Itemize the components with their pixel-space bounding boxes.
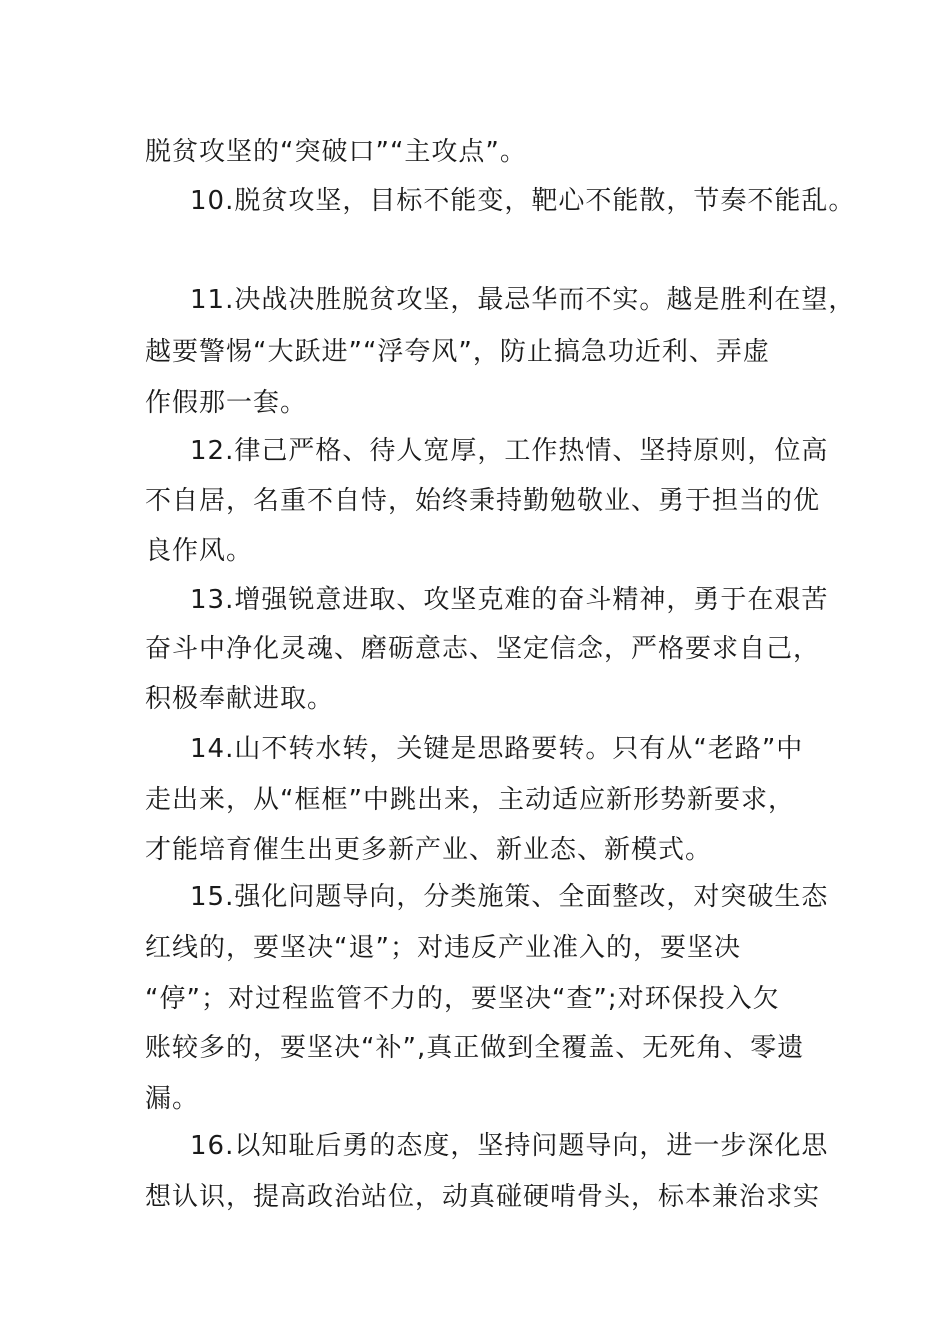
text-line: 作假那一套。	[145, 388, 308, 418]
text-line: 积极奉献进取。	[145, 684, 335, 714]
text-line: 账较多的，要坚决“补”,真正做到全覆盖、无死角、零遗	[145, 1033, 805, 1063]
text-line: 良作风。	[145, 536, 254, 566]
text-line: 奋斗中净化灵魂、磨砺意志、坚定信念，严格要求自己，	[145, 634, 821, 664]
text-line: 脱贫攻坚的“突破口”“主攻点”。	[145, 137, 527, 167]
text-line: 不自居，名重不自恃，始终秉持勤勉敬业、勇于担当的优	[145, 486, 821, 516]
text-line: 15.强化问题导向，分类施策、全面整改，对突破生态	[190, 882, 829, 912]
text-line: 14.山不转水转，关键是思路要转。只有从“老路”中	[190, 734, 804, 764]
text-line: “停”；对过程监管不力的，要坚决“查”;对环保投入欠	[145, 984, 780, 1014]
text-line: 10.脱贫攻坚，目标不能变，靶心不能散，节奏不能乱。	[190, 186, 856, 216]
text-line: 走出来，从“框框”中跳出来，主动适应新形势新要求，	[145, 785, 795, 815]
text-line: 12.律己严格、待人宽厚，工作热情、坚持原则，位高	[190, 436, 829, 466]
text-line: 13.增强锐意进取、攻坚克难的奋斗精神，勇于在艰苦	[190, 585, 829, 615]
text-line: 11.决战决胜脱贫攻坚，最忌华而不实。越是胜利在望，	[190, 285, 856, 315]
text-line: 16.以知耻后勇的态度，坚持问题导向，进一步深化思	[190, 1131, 829, 1161]
text-line: 红线的，要坚决“退”；对违反产业准入的，要坚决	[145, 933, 741, 963]
text-line: 想认识，提高政治站位，动真碰硬啃骨头，标本兼治求实	[145, 1182, 821, 1212]
text-line: 越要警惕“大跃进”“浮夸风”，防止搞急功近利、弄虚	[145, 337, 770, 367]
text-line: 漏。	[145, 1084, 200, 1114]
text-line: 才能培育催生出更多新产业、新业态、新模式。	[145, 835, 713, 865]
